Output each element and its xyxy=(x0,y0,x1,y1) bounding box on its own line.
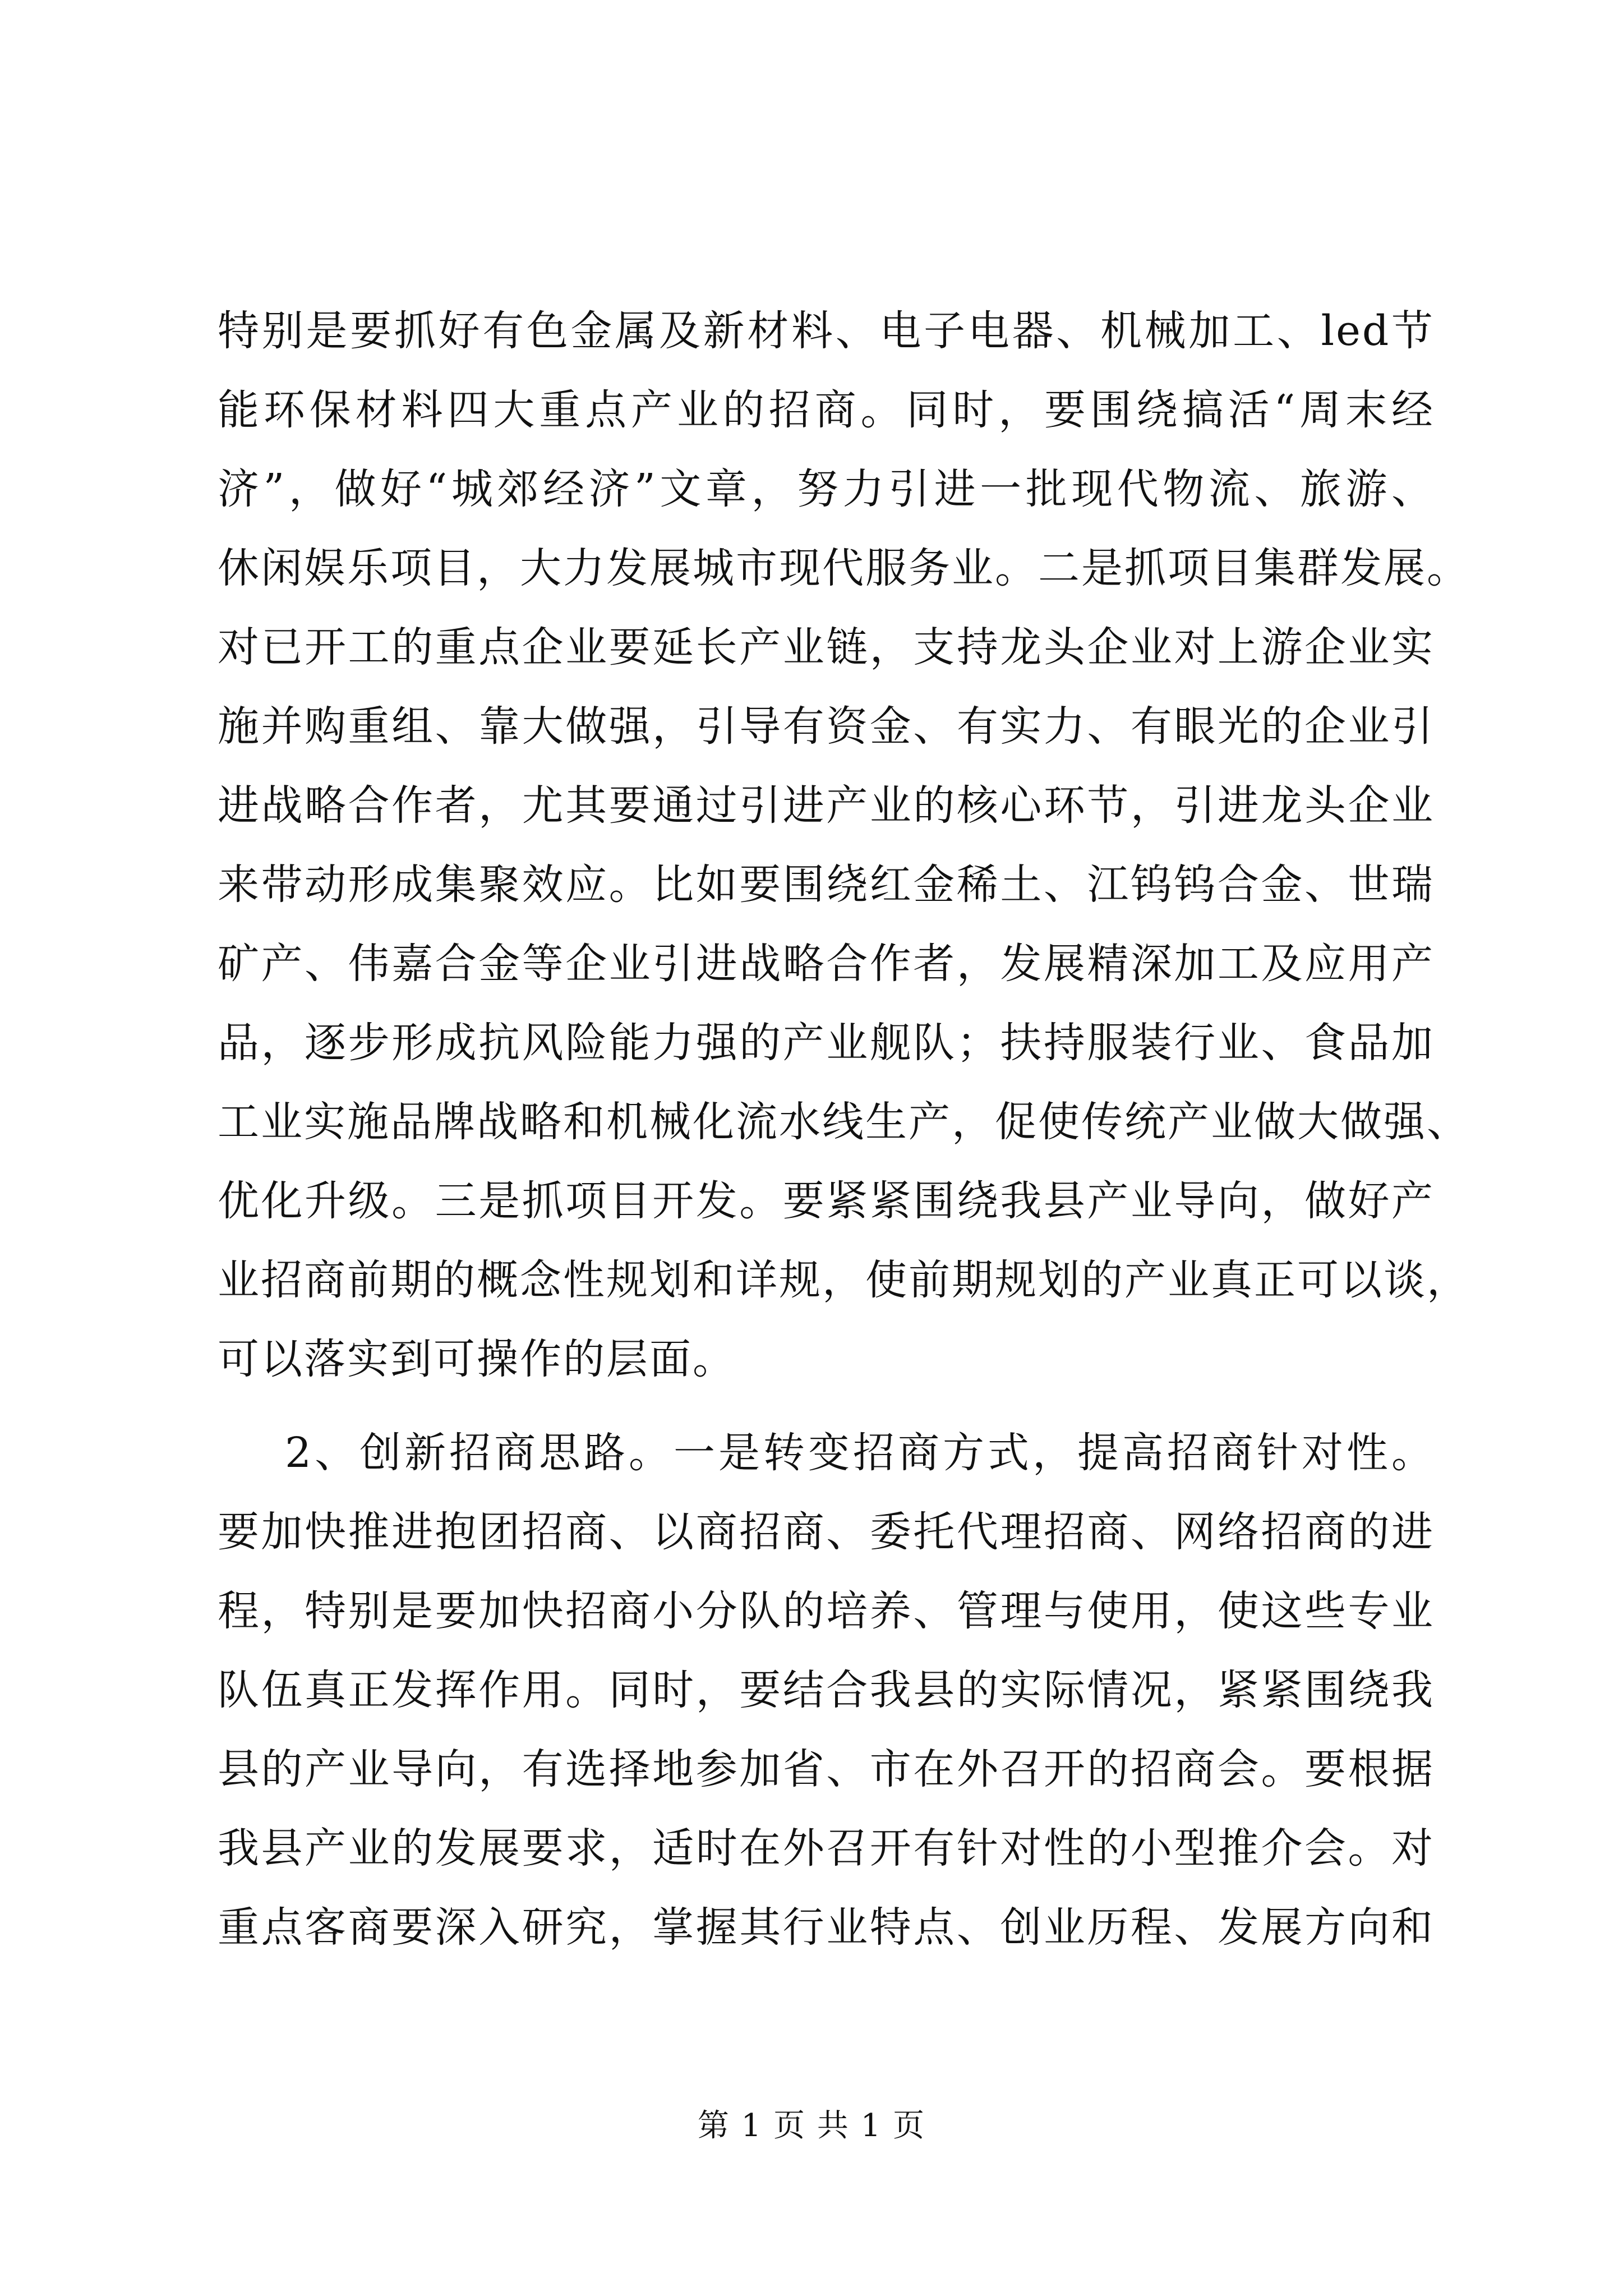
text-line: 程，特别是要加快招商小分队的培养、管理与使用，使这些专业 xyxy=(218,1587,1435,1635)
text-line: 特别是要抓好有色金属及新材料、电子电器、机械加工、led节 xyxy=(218,307,1435,355)
text-line: 优化升级。三是抓项目开发。要紧紧围绕我县产业导向，做好产 xyxy=(218,1177,1435,1225)
paragraph-spacer xyxy=(218,1399,1435,1414)
text-line: 济”，做好“城郊经济”文章，努力引进一批现代物流、旅游、 xyxy=(218,465,1435,513)
text-line: 可以落实到可操作的层面。 xyxy=(218,1335,736,1383)
text-line: 2、创新招商思路。一是转变招商方式，提高招商针对性。 xyxy=(285,1429,1435,1477)
page-number: 第 1 页 共 1 页 xyxy=(697,2108,926,2144)
text-line: 业招商前期的概念性规划和详规，使前期规划的产业真正可以谈， xyxy=(218,1256,1470,1304)
text-line: 县的产业导向，有选择地参加省、市在外召开的招商会。要根据 xyxy=(218,1745,1435,1793)
text-line: 矿产、伟嘉合金等企业引进战略合作者，发展精深加工及应用产 xyxy=(218,940,1435,988)
text-line: 工业实施品牌战略和机械化流水线生产，促使传统产业做大做强、 xyxy=(218,1098,1470,1146)
text-line: 进战略合作者，尤其要通过引进产业的核心环节，引进龙头企业 xyxy=(218,781,1435,830)
text-line: 休闲娱乐项目，大力发展城市现代服务业。二是抓项目集群发展。 xyxy=(218,544,1470,592)
paragraph-2 xyxy=(218,1414,1435,1967)
paragraph-1 xyxy=(218,292,1470,1399)
text-line: 施并购重组、靠大做强，引导有资金、有实力、有眼光的企业引 xyxy=(218,702,1435,751)
text-line: 能环保材料四大重点产业的招商。同时，要围绕搞活“周末经 xyxy=(218,386,1435,434)
text-line: 来带动形成集聚效应。比如要围绕红金稀土、江钨钨合金、世瑞 xyxy=(218,861,1435,909)
text-line: 品，逐步形成抗风险能力强的产业舰队；扶持服装行业、食品加 xyxy=(218,1019,1435,1067)
text-line: 队伍真正发挥作用。同时，要结合我县的实际情况，紧紧围绕我 xyxy=(218,1666,1435,1714)
text-line: 对已开工的重点企业要延长产业链，支持龙头企业对上游企业实 xyxy=(218,623,1435,671)
text-line: 要加快推进抱团招商、以商招商、委托代理招商、网络招商的进 xyxy=(218,1508,1435,1556)
document-body xyxy=(218,292,1470,1967)
text-line: 重点客商要深入研究，掌握其行业特点、创业历程、发展方向和 xyxy=(218,1903,1435,1952)
page-footer xyxy=(0,2106,1623,2146)
text-line: 我县产业的发展要求，适时在外召开有针对性的小型推介会。对 xyxy=(218,1824,1435,1872)
